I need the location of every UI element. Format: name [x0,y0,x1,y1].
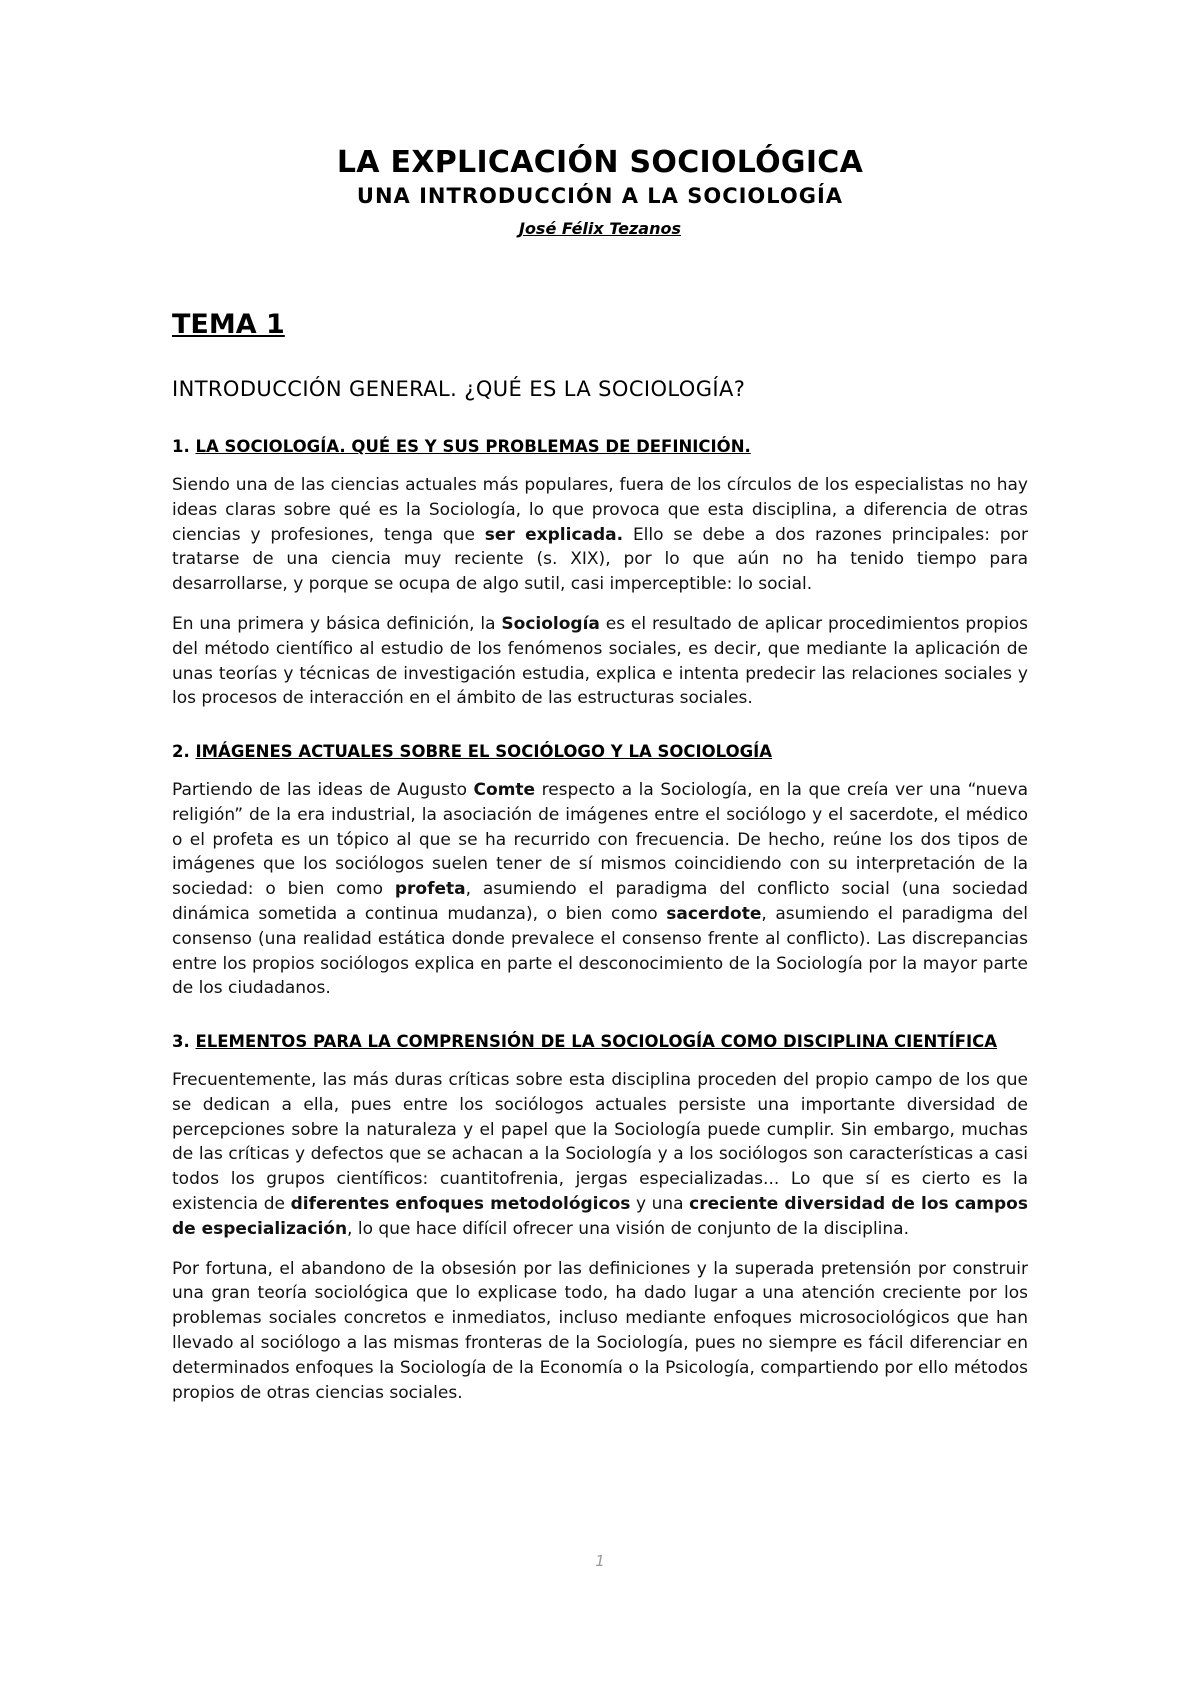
title-block [172,145,1028,241]
chapter-heading: TEMA 1 [172,309,285,340]
paragraph: En una primera y básica definición, la Sociología es el resultado de aplicar procedimientos propios del método científico al estudio de los fenómenos sociales, es decir, que mediante la aplicación de unas teorías y técnicas de investigación estudia, explica e intenta predecir las relaciones sociales y los procesos de interacción en el ámbito de las estructuras sociales. [172,613,1028,709]
bold-term: Comte [473,780,536,800]
section-1 [172,435,1028,726]
section-heading [172,435,1028,459]
section-title: ELEMENTOS PARA LA COMPRENSIÓN DE LA SOCIOLOGÍA COMO DISCIPLINA CIENTÍFICA [195,1032,998,1051]
document-title: LA EXPLICACIÓN SOCIOLÓGICA [336,145,864,180]
section-title: LA SOCIOLOGÍA. QUÉ ES Y SUS PROBLEMAS DE DEFINICIÓN. [195,437,751,456]
paragraph: Por fortuna, el abandono de la obsesión por las definiciones y la superada pretensión por construir una gran teoría sociológica que lo explicase todo, ha dado lugar a una atención creciente por los problemas sociales concretos e inmediatos, incluso mediante enfoques microsociológicos que han llevado al sociólogo a las mismas fronteras de la Sociología, pues no siempre es fácil diferenciar en determinados enfoques la Sociología de la Economía o la Psicología, compartiendo por ello métodos propios de otras ciencias sociales. [172,1258,1028,1403]
section-3 [172,1030,1028,1420]
section-number: 2. [172,742,190,761]
bold-term: diferentes enfoques metodológicos [290,1193,631,1214]
section-title: IMÁGENES ACTUALES SOBRE EL SOCIÓLOGO Y LA SOCIOLOGÍA [195,742,773,761]
page-number: 1 [595,1552,605,1570]
bold-term: ser explicada. [484,524,624,545]
section-2 [172,740,1028,1016]
section-number: 1. [172,437,190,456]
section-number: 3. [172,1032,190,1051]
section-heading [172,740,1028,764]
chapter-title: INTRODUCCIÓN GENERAL. ¿QUÉ ES LA SOCIOLOGÍA? [172,377,746,401]
paragraph: Siendo una de las ciencias actuales más populares, fuera de los círculos de los especialistas no hay ideas claras sobre qué es la Sociología, lo que provoca que esta disciplina, a diferencia de otras ciencias y profesiones, tenga que ser explicada. Ello se debe a dos razones principales: por tratarse de una ciencia muy reciente (s. XIX), por lo que aún no ha tenido tiempo para desarrollarse, y porque se ocupa de algo sutil, casi imperceptible: lo social. [172,475,1028,595]
paragraph: Partiendo de las ideas de Augusto Comte respecto a la Sociología, en la que creía ver una “nueva religión” de la era industrial, la asociación de imágenes entre el sociólogo y el sacerdote, el médico o el profeta es un tópico al que se ha recurrido con frecuencia. De hecho, reúne los dos tipos de imágenes que los sociólogos suelen tener de sí mismos coincidiendo con su interpretación de la sociedad: o bien como profeta, asumiendo el paradigma del conflicto social (una sociedad dinámica sometida a continua mudanza), o bien como sacerdote, asumiendo el paradigma del consenso (una realidad estática donde prevalece el consenso frente al conflicto). Las discrepancias entre los propios sociólogos explica en parte el desconocimiento de la Sociología por la mayor parte de los ciudadanos. [172,780,1028,999]
paragraph: Frecuentemente, las más duras críticas sobre esta disciplina proceden del propio campo de los que se dedican a ella, pues entre los sociólogos actuales persiste una importante diversidad de percepciones sobre la naturaleza y el papel que la Sociología puede cumplir. Sin embargo, muchas de las críticas y defectos que se achacan a la Sociología y a los sociólogos son características a casi todos los grupos científicos: cuantitofrenia, jergas especializadas... Lo que sí es cierto es la existencia de diferentes enfoques metodológicos y una creciente diversidad de los campos de especialización, lo que hace difícil ofrecer una visión de conjunto de la disciplina. [172,1070,1028,1239]
section-heading [172,1030,1028,1054]
bold-term: sacerdote [666,903,762,924]
bold-term: Sociología [501,613,600,634]
document-subtitle: UNA INTRODUCCIÓN A LA SOCIOLOGÍA [356,184,844,208]
document-author: José Félix Tezanos [518,219,681,238]
bold-term: profeta [394,879,466,900]
bold-term: creciente diversidad de los campos de especialización [172,1193,1028,1239]
